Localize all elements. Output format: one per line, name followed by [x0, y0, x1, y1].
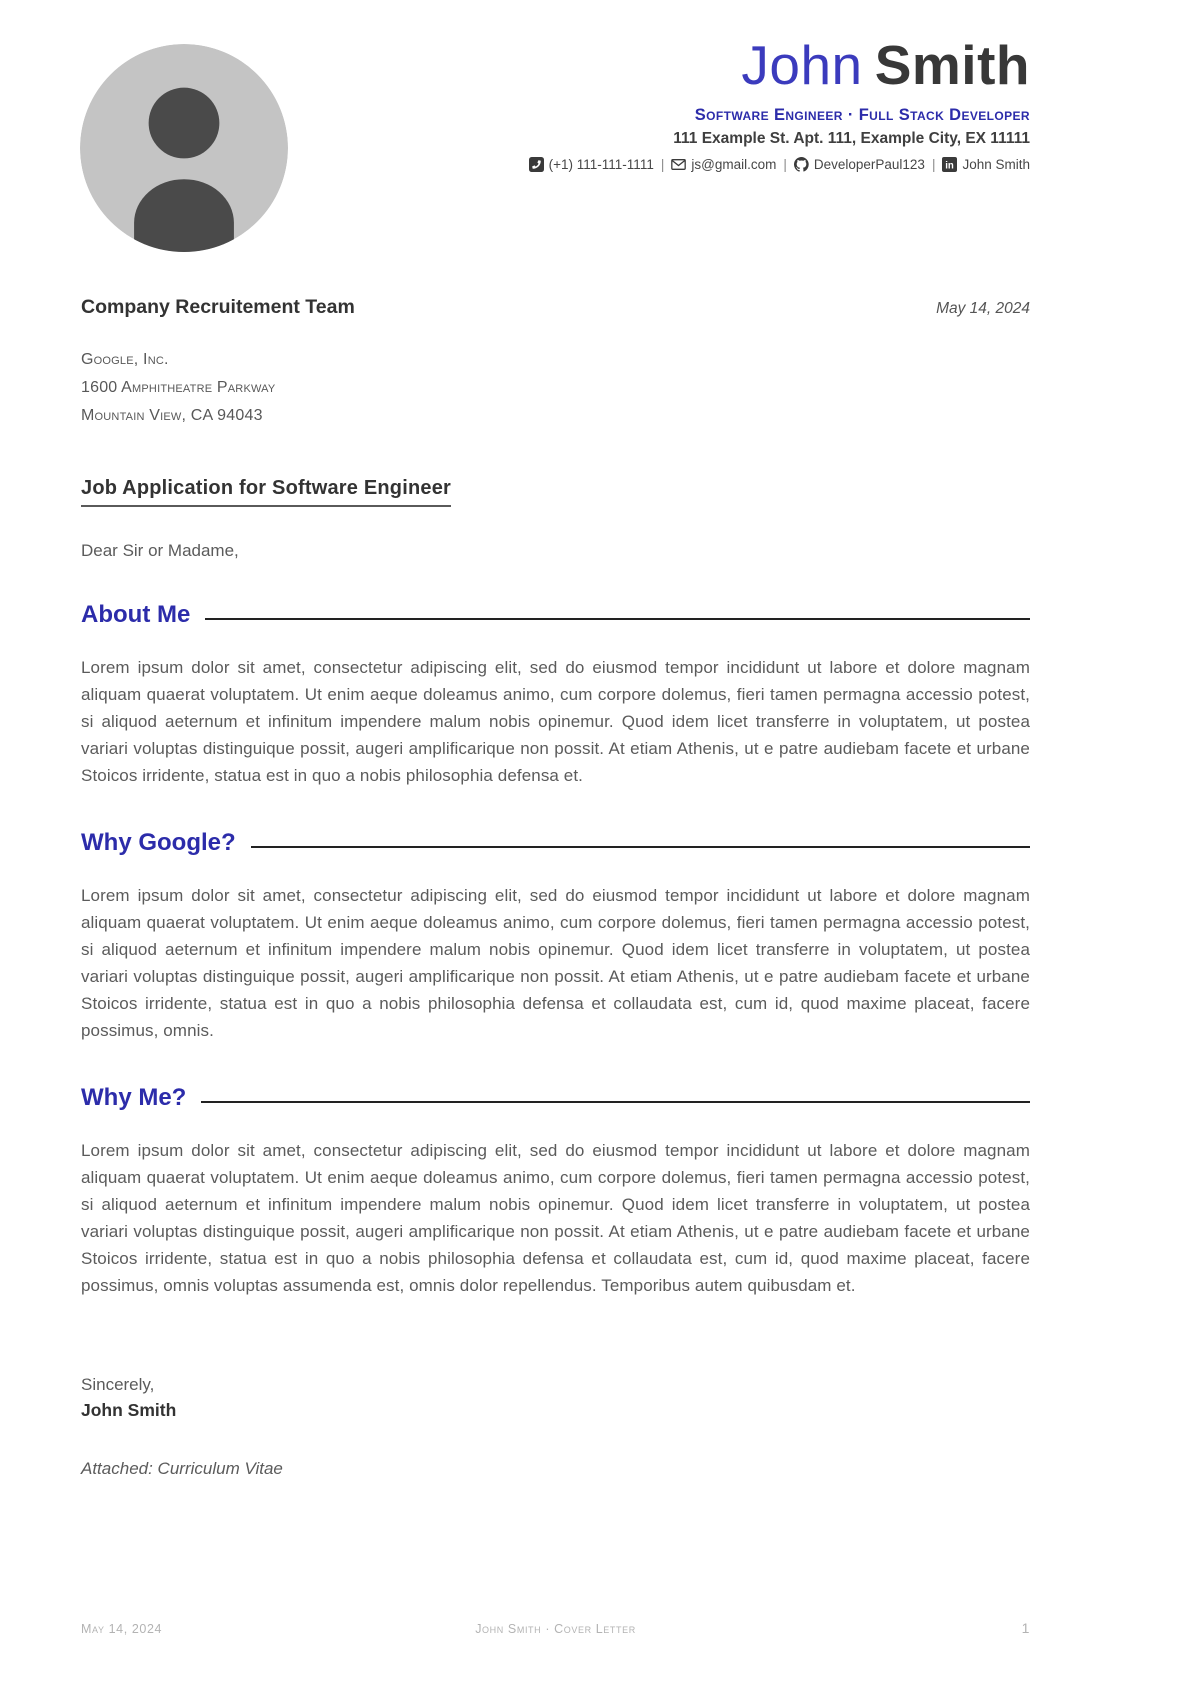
email-address: js@gmail.com: [691, 157, 777, 172]
job-title-subtitle: Software Engineer · Full Stack Developer: [694, 106, 1030, 124]
contact-separator: |: [931, 157, 936, 172]
letter-date: May 14, 2024: [936, 300, 1030, 317]
recipient-company: Google, Inc.: [81, 351, 169, 368]
attachment-note: Attached: Curriculum Vitae: [81, 1459, 283, 1478]
github-username: DeveloperPaul123: [813, 157, 925, 172]
svg-text:in: in: [945, 160, 955, 172]
phone-number: (+1) 111-111-1111: [548, 157, 654, 172]
salutation: Dear Sir or Madame,: [81, 541, 239, 560]
footer-date: May 14, 2024: [81, 1622, 163, 1636]
section-body: Lorem ipsum dolor sit amet, consectetur adipiscing elit, sed do eiusmod tempor incididunt ut labore et dolore magnam aliquam quaerat voluptatem. Ut enim aeque doleamus animo, cum corpore dolemus, fieri tamen permagna accessio potest, si aliquod aeternum et infinitum impendere malum nobis opinemur. Quod idem licet transferre in voluptatem, ut postea variari voluptas distinguique possit, augeri amplificarique non possit. At etiam Athenis, ut e patre audiebam facete et urbane Stoicos irridente, statua est in quo a nobis philosophia defensa et collaudata est, cum id, quod maxime placeat, facere possimus, omnis.: [81, 886, 1030, 1040]
header: [81, 0, 1030, 250]
street-address: 111 Example St. Apt. 111, Example City, EX 11111: [673, 130, 1030, 147]
recipient-city: Mountain View, CA 94043: [81, 407, 263, 424]
recipient-name: Company Recruitement Team: [81, 296, 355, 318]
section-about-me: [81, 601, 1030, 789]
header-identity: [529, 34, 1030, 172]
section-head: [81, 601, 1030, 629]
profile-photo: [80, 44, 288, 252]
footer-page-number: 1: [1021, 1620, 1030, 1636]
signature-name: John Smith: [81, 1400, 177, 1420]
phone-square-icon: [529, 157, 544, 172]
recipient-row: [81, 296, 1030, 319]
email-contact[interactable]: [671, 157, 776, 172]
recipient-street: 1600 Amphitheatre Parkway: [81, 379, 276, 396]
section-title: About Me: [81, 601, 191, 628]
closing: [81, 1375, 1030, 1421]
linkedin-icon: [942, 157, 957, 172]
section-title: Why Google?: [81, 829, 236, 856]
section-why-me: [81, 1084, 1030, 1299]
github-contact[interactable]: [794, 157, 925, 172]
contact-line: [529, 157, 1030, 172]
person-placeholder-icon: [80, 44, 288, 252]
envelope-icon: [671, 157, 686, 172]
linkedin-contact[interactable]: [942, 157, 1030, 172]
valediction: Sincerely,: [81, 1375, 155, 1394]
section-title: Why Me?: [81, 1084, 187, 1111]
github-icon: [794, 157, 809, 172]
letter-subject: Job Application for Software Engineer: [81, 477, 451, 507]
phone-contact[interactable]: [529, 157, 654, 172]
section-head: [81, 1084, 1030, 1112]
section-body: Lorem ipsum dolor sit amet, consectetur adipiscing elit, sed do eiusmod tempor incididunt ut labore et dolore magnam aliquam quaerat voluptatem. Ut enim aeque doleamus animo, cum corpore dolemus, fieri tamen permagna accessio potest, si aliquod aeternum et infinitum impendere malum nobis opinemur. Quod idem licet transferre in voluptatem, ut postea variari voluptas distinguique possit, augeri amplificarique non possit. At etiam Athenis, ut e patre audiebam facete et urbane Stoicos irridente, statua est in quo a nobis philosophia defensa et collaudata est, cum id, quod maxime placeat, facere possimus, omnis voluptas assumenda est, omnis dolor repellendus. Temporibus autem quibusdam et.: [81, 1141, 1030, 1295]
section-rule: [205, 618, 1030, 620]
recipient-address: [81, 346, 1030, 430]
first-name: John: [741, 34, 863, 96]
section-head: [81, 829, 1030, 857]
person-name: [529, 34, 1030, 96]
last-name: Smith: [874, 34, 1030, 96]
section-why-google: [81, 829, 1030, 1044]
contact-separator: |: [660, 157, 665, 172]
linkedin-name: John Smith: [962, 157, 1030, 172]
contact-separator: |: [783, 157, 787, 172]
section-rule: [201, 1101, 1030, 1103]
section-rule: [251, 846, 1030, 848]
section-body: Lorem ipsum dolor sit amet, consectetur adipiscing elit, sed do eiusmod tempor incididunt ut labore et dolore magnam aliquam quaerat voluptatem. Ut enim aeque doleamus animo, cum corpore dolemus, fieri tamen permagna accessio potest, si aliquod aeternum et infinitum impendere malum nobis opinemur. Quod idem licet transferre in voluptatem, ut postea variari voluptas distinguique possit, augeri amplificarique non possit. At etiam Athenis, ut e patre audiebam facete et urbane Stoicos irridente, statua est in quo a nobis philosophia defensa et.: [81, 658, 1030, 785]
page-footer: [81, 1620, 1030, 1636]
footer-document-title: John Smith · Cover Letter: [475, 1622, 636, 1636]
